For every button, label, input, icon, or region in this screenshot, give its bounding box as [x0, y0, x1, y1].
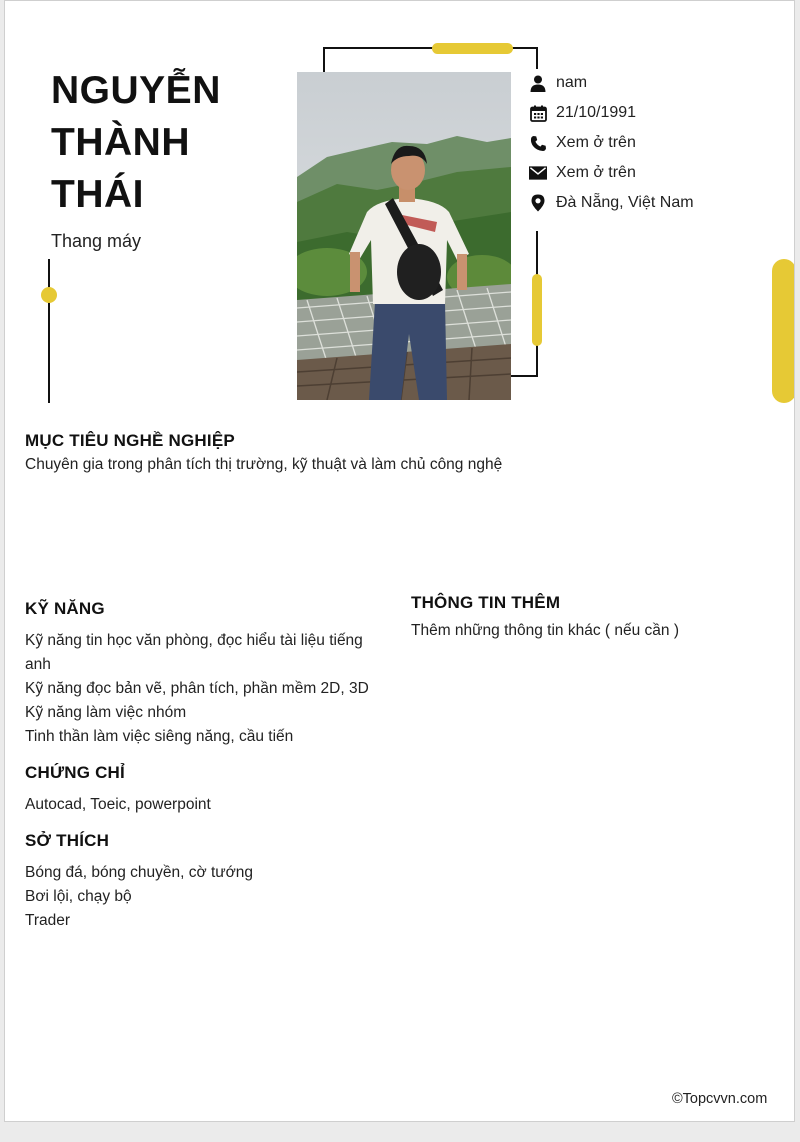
page-edge-accent	[772, 259, 795, 403]
frame-left-line	[323, 47, 325, 73]
contact-dob	[529, 98, 694, 128]
left-column	[25, 599, 387, 947]
name-block	[51, 65, 281, 252]
certificates-section	[25, 763, 387, 817]
skill-item: Kỹ năng tin học văn phòng, đọc hiểu tài liệu tiếng anh	[25, 632, 363, 673]
skill-item: Kỹ năng làm việc nhóm	[25, 704, 187, 721]
hobby-item: Bóng đá, bóng chuyền, cờ tướng	[25, 864, 254, 881]
frame-right-top-line	[536, 47, 538, 69]
contact-list	[529, 68, 694, 218]
email-value: Xem ở trên	[556, 164, 636, 181]
frame-top-accent	[432, 43, 513, 54]
full-name-line-3: THÁI	[51, 173, 144, 216]
objective-text: Chuyên gia trong phân tích thị trường, kỹ thuật và làm chủ công nghệ	[25, 456, 503, 473]
phone-value: Xem ở trên	[556, 134, 636, 151]
footer-credit: ©Topcvvn.com	[672, 1091, 768, 1107]
hobby-item: Trader	[25, 912, 71, 929]
location-icon	[529, 194, 547, 212]
skill-item: Kỹ năng đọc bản vẽ, phân tích, phần mềm 2D, 3D	[25, 680, 369, 697]
left-decor-line	[48, 259, 50, 403]
profile-photo	[297, 72, 511, 400]
hobbies-title: SỞ THÍCH	[25, 831, 110, 850]
calendar-icon	[529, 104, 547, 122]
contact-gender	[529, 68, 694, 98]
extra-info-title: THÔNG TIN THÊM	[411, 593, 561, 612]
user-icon	[529, 74, 547, 92]
contact-phone	[529, 128, 694, 158]
objective-section	[25, 431, 765, 477]
skills-title: KỸ NĂNG	[25, 599, 105, 618]
contact-email	[529, 158, 694, 188]
full-name-line-1: NGUYỄN	[51, 69, 221, 112]
extra-info-text: Thêm những thông tin khác ( nếu cần )	[411, 622, 680, 639]
job-title: Thang máy	[51, 231, 142, 251]
mail-icon	[529, 164, 547, 182]
full-name-line-2: THÀNH	[51, 121, 190, 164]
skill-item: Tinh thần làm việc siêng năng, cầu tiến	[25, 728, 294, 745]
hobbies-section	[25, 831, 387, 933]
frame-bottom-line	[510, 375, 538, 377]
address-value: Đà Nẵng, Việt Nam	[556, 194, 694, 211]
hobby-item: Bơi lội, chạy bộ	[25, 888, 132, 905]
left-decor-dot	[41, 287, 57, 303]
cv-page	[4, 0, 795, 1122]
objective-title: MỤC TIÊU NGHỀ NGHIỆP	[25, 431, 235, 450]
frame-right-accent	[532, 274, 542, 346]
dob-value: 21/10/1991	[556, 104, 637, 121]
certificates-text: Autocad, Toeic, powerpoint	[25, 796, 211, 813]
contact-address	[529, 188, 694, 218]
gender-value: nam	[556, 74, 588, 91]
phone-icon	[529, 134, 547, 152]
skills-section	[25, 599, 387, 749]
right-column	[411, 593, 771, 643]
certificates-title: CHỨNG CHỈ	[25, 763, 125, 782]
